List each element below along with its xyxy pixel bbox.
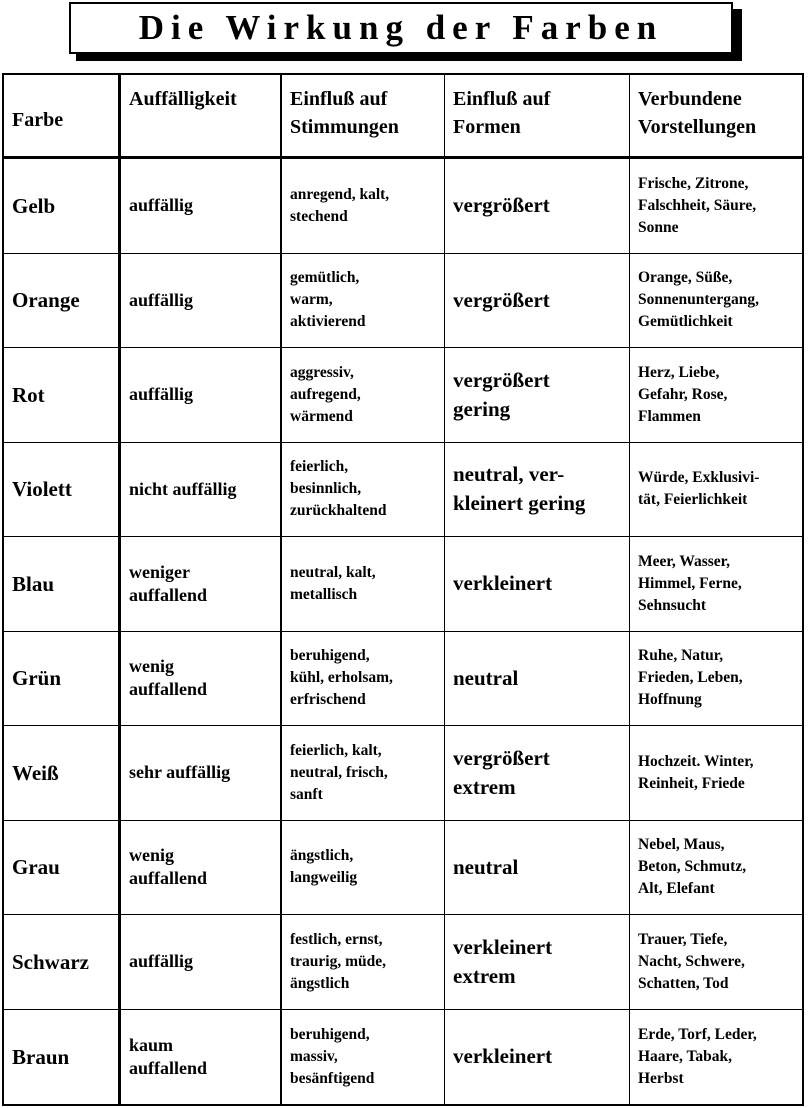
color-table bbox=[2, 73, 804, 1106]
cell-auffaelligkeit: auffällig bbox=[121, 254, 282, 349]
cell-farbe: Schwarz bbox=[4, 915, 121, 1010]
cell-farbe: Grün bbox=[4, 632, 121, 727]
cell-farbe: Braun bbox=[4, 1010, 121, 1105]
header-formen: Einfluß auf Formen bbox=[445, 75, 630, 159]
page-title-text: Die Wirkung der Farben bbox=[138, 8, 664, 47]
cell-stimmungen: beruhigend, kühl, erholsam, erfrischend bbox=[282, 632, 445, 727]
cell-stimmungen: ängstlich, langweilig bbox=[282, 821, 445, 916]
cell-stimmungen: aggressiv, aufregend, wärmend bbox=[282, 348, 445, 443]
cell-auffaelligkeit: auffällig bbox=[121, 159, 282, 254]
page-title bbox=[69, 2, 733, 54]
cell-vorstellungen: Frische, Zitrone, Falschheit, Säure, Sonne bbox=[630, 159, 802, 254]
cell-stimmungen: feierlich, kalt, neutral, frisch, sanft bbox=[282, 726, 445, 821]
cell-farbe: Rot bbox=[4, 348, 121, 443]
cell-stimmungen: beruhigend, massiv, besänftigend bbox=[282, 1010, 445, 1105]
cell-farbe: Orange bbox=[4, 254, 121, 349]
cell-farbe: Violett bbox=[4, 443, 121, 538]
cell-vorstellungen: Herz, Liebe, Gefahr, Rose, Flammen bbox=[630, 348, 802, 443]
cell-vorstellungen: Ruhe, Natur, Frieden, Leben, Hoffnung bbox=[630, 632, 802, 727]
cell-formen: verkleinert extrem bbox=[445, 915, 630, 1010]
cell-farbe: Blau bbox=[4, 537, 121, 632]
cell-vorstellungen: Hochzeit. Winter, Reinheit, Friede bbox=[630, 726, 802, 821]
cell-auffaelligkeit: nicht auffällig bbox=[121, 443, 282, 538]
cell-stimmungen: gemütlich, warm, aktivierend bbox=[282, 254, 445, 349]
cell-formen: vergrößert extrem bbox=[445, 726, 630, 821]
header-vorstellungen: Verbundene Vorstellungen bbox=[630, 75, 802, 159]
cell-farbe: Weiß bbox=[4, 726, 121, 821]
cell-auffaelligkeit: wenig auffallend bbox=[121, 632, 282, 727]
cell-vorstellungen: Nebel, Maus, Beton, Schmutz, Alt, Elefant bbox=[630, 821, 802, 916]
cell-stimmungen: anregend, kalt, stechend bbox=[282, 159, 445, 254]
cell-stimmungen: festlich, ernst, traurig, müde, ängstlich bbox=[282, 915, 445, 1010]
cell-auffaelligkeit: weniger auffallend bbox=[121, 537, 282, 632]
cell-formen: neutral, ver- kleinert gering bbox=[445, 443, 630, 538]
header-farbe: Farbe bbox=[4, 75, 121, 159]
cell-vorstellungen: Meer, Wasser, Himmel, Ferne, Sehnsucht bbox=[630, 537, 802, 632]
cell-formen: vergrößert bbox=[445, 254, 630, 349]
cell-auffaelligkeit: wenig auffallend bbox=[121, 821, 282, 916]
cell-formen: verkleinert bbox=[445, 1010, 630, 1105]
cell-auffaelligkeit: auffällig bbox=[121, 348, 282, 443]
cell-formen: verkleinert bbox=[445, 537, 630, 632]
cell-formen: neutral bbox=[445, 632, 630, 727]
cell-formen: vergrößert bbox=[445, 159, 630, 254]
cell-farbe: Grau bbox=[4, 821, 121, 916]
header-auffaelligkeit: Auffälligkeit bbox=[121, 75, 282, 159]
cell-formen: vergrößert gering bbox=[445, 348, 630, 443]
cell-stimmungen: feierlich, besinnlich, zurückhaltend bbox=[282, 443, 445, 538]
cell-auffaelligkeit: auffällig bbox=[121, 915, 282, 1010]
cell-auffaelligkeit: kaum auffallend bbox=[121, 1010, 282, 1105]
cell-stimmungen: neutral, kalt, metallisch bbox=[282, 537, 445, 632]
cell-vorstellungen: Trauer, Tiefe, Nacht, Schwere, Schatten, Tod bbox=[630, 915, 802, 1010]
cell-vorstellungen: Orange, Süße, Sonnenuntergang, Gemütlichkeit bbox=[630, 254, 802, 349]
cell-farbe: Gelb bbox=[4, 159, 121, 254]
cell-vorstellungen: Erde, Torf, Leder, Haare, Tabak, Herbst bbox=[638, 1025, 757, 1087]
cell-formen: neutral bbox=[445, 821, 630, 916]
cell-vorstellungen: Würde, Exklusivi- tät, Feierlichkeit bbox=[630, 443, 802, 538]
cell-auffaelligkeit: sehr auffällig bbox=[121, 726, 282, 821]
header-stimmungen: Einfluß auf Stimmungen bbox=[282, 75, 445, 159]
